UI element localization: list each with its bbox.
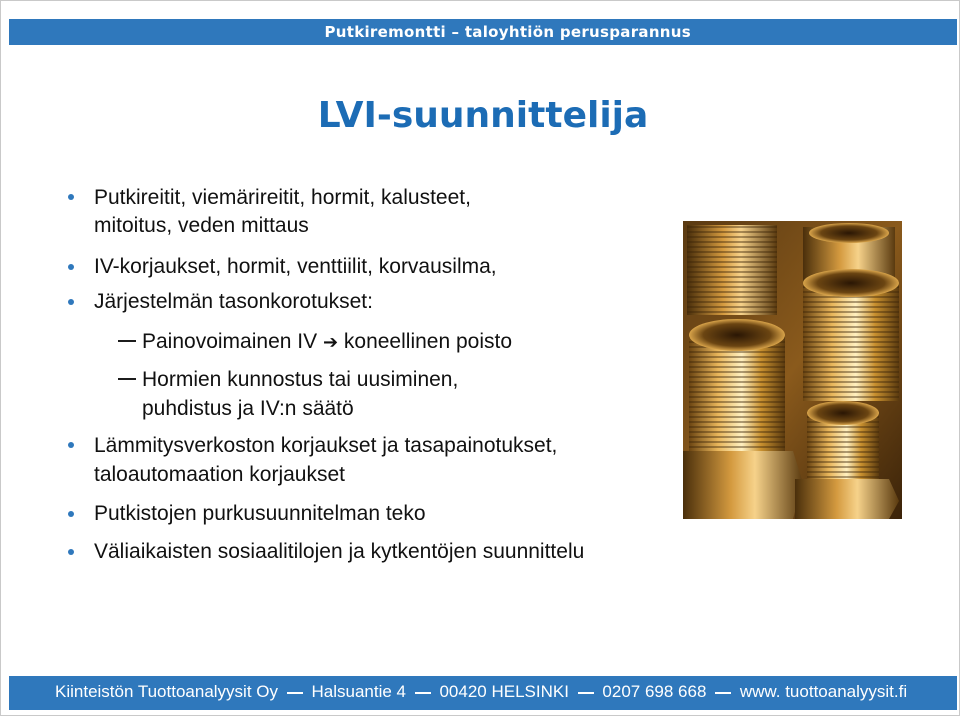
bullet-dot-icon [68, 511, 74, 517]
bullet-text: taloautomaation korjaukset [94, 463, 345, 486]
top-banner [9, 19, 957, 45]
bullet-text: mitoitus, veden mittaus [94, 214, 309, 237]
dash-icon [118, 378, 136, 380]
sub-bullet-text [142, 330, 512, 355]
footer-web[interactable]: www. tuottoanalyysit.fi [739, 682, 908, 701]
banner-title: Putkiremontti – taloyhtiön perusparannus [324, 23, 691, 41]
footer-separator [715, 692, 731, 694]
footer-address: Halsuantie 4 [311, 682, 406, 701]
brass-pipe-fittings-photo [683, 221, 902, 519]
bullet-dot-icon [68, 442, 74, 448]
footer-postal: 00420 HELSINKI [439, 682, 569, 701]
bullet-dot-icon [68, 264, 74, 270]
footer-separator [287, 692, 303, 694]
sub-bullet-before-arrow: Painovoimainen IV [142, 330, 318, 353]
bullet-text: Putkistojen purkusuunnitelman teko [94, 502, 426, 525]
footer-separator [415, 692, 431, 694]
sub-bullet-after-arrow: koneellinen poisto [343, 330, 513, 353]
bullet-dot-icon [68, 299, 74, 305]
sub-bullet-text: Hormien kunnostus tai uusiminen, [142, 368, 459, 391]
bullet-dot-icon [68, 194, 74, 200]
slide-title: LVI-suunnittelija [317, 95, 649, 136]
bullet-dot-icon [68, 549, 74, 555]
footer-phone: 0207 698 668 [602, 682, 707, 701]
footer-company: Kiinteistön Tuottoanalyysit Oy [55, 682, 279, 701]
dash-icon [118, 340, 136, 342]
right-arrow-icon: ➔ [322, 332, 339, 353]
footer-separator [578, 692, 594, 694]
footer-contact [55, 682, 907, 702]
bullet-text: IV-korjaukset, hormit, venttiilit, korvausilma, [94, 255, 497, 278]
bullet-text: Lämmitysverkoston korjaukset ja tasapainotukset, [94, 434, 558, 457]
bullet-text: Putkireitit, viemärireitit, hormit, kalusteet, [94, 186, 471, 209]
bullet-text: Järjestelmän tasonkorotukset: [94, 290, 373, 313]
sub-bullet-text: puhdistus ja IV:n säätö [142, 397, 354, 420]
bullet-text: Väliaikaisten sosiaalitilojen ja kytkentöjen suunnittelu [94, 540, 585, 563]
